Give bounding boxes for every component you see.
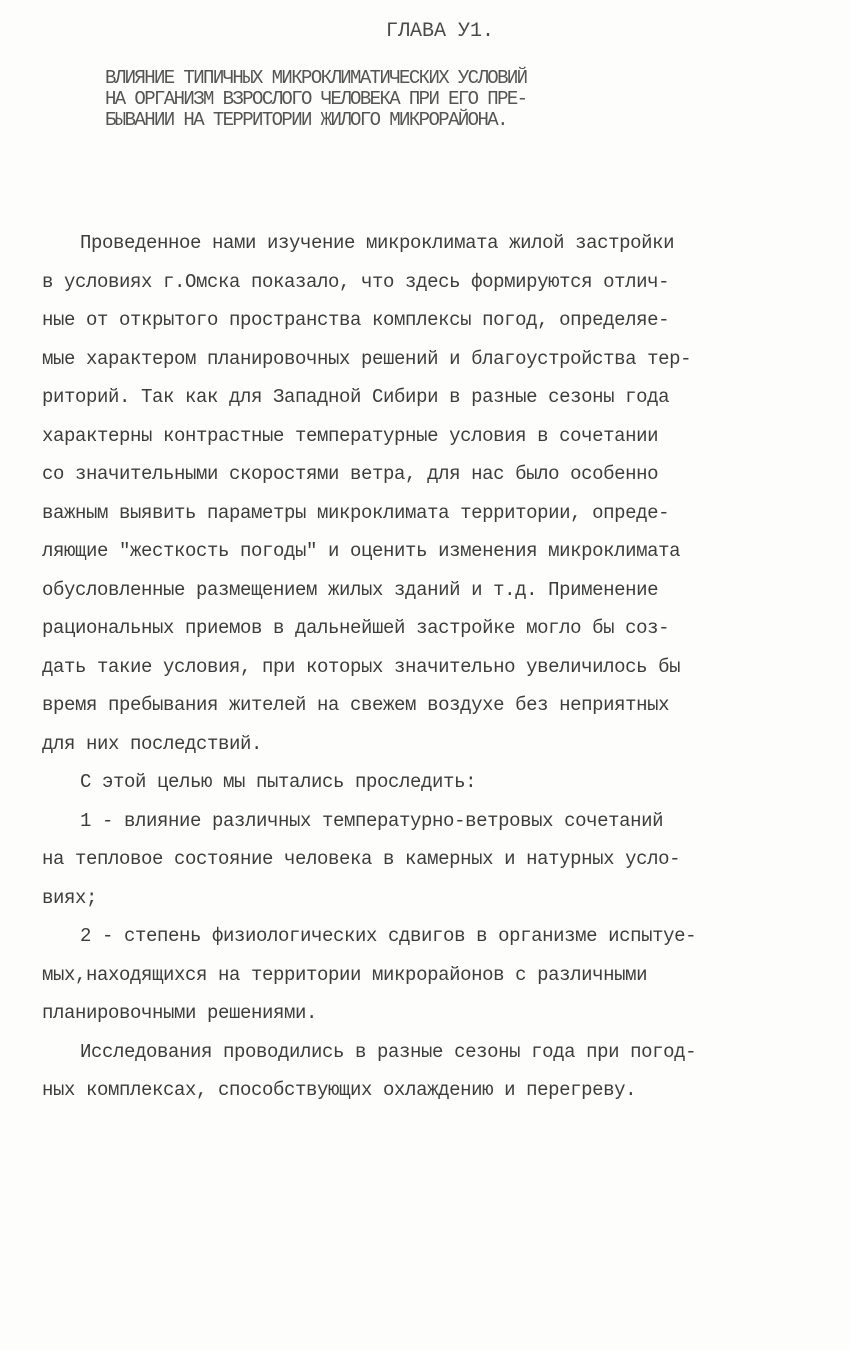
chapter-heading: [105, 68, 725, 131]
list-item-line: 1 - влияние различных температурно-ветровых сочетаний: [80, 809, 664, 832]
paragraph-line: в условиях г.Омска показало, что здесь формируются отлич-: [42, 270, 670, 293]
paragraph-line: дать такие условия, при которых значительно увеличилось бы: [42, 655, 681, 678]
paragraph-line: рациональных приемов в дальнейшей застройке могло бы соз-: [42, 617, 670, 639]
list-item-line: виях;: [42, 886, 98, 909]
heading-line: ВЛИЯНИЕ ТИПИЧНЫХ МИКРОКЛИМАТИЧЕСКИХ УСЛОВИЙ: [105, 67, 527, 89]
paragraph-line: Проведенное нами изучение микроклимата жилой застройки: [80, 232, 675, 254]
chapter-title: ГЛАВА У1.: [385, 20, 495, 43]
list-item-line: планировочными решениями.: [42, 1002, 318, 1024]
paragraph-line: ных комплексах, способствующих охлаждению и перегреву.: [42, 1079, 637, 1101]
paragraph-line: обусловленные размещением жилых зданий и т.д. Применение: [42, 578, 659, 601]
paragraph-line: ляющие "жесткость погоды" и оценить изменения микроклимата: [42, 540, 681, 562]
paragraph-line: мые характером планировочных решений и благоустройства тер-: [42, 347, 692, 370]
list-item-line: мых,находящихся на территории микрорайонов с различными: [42, 963, 648, 986]
paragraph-line: важным выявить параметры микроклимата территории, опреде-: [42, 501, 670, 524]
paragraph-line: со значительными скоростями ветра, для нас было особенно: [42, 463, 659, 485]
paragraph-line: время пребывания жителей на свежем воздухе без неприятных: [42, 694, 670, 716]
list-item-line: на тепловое состояние человека в камерных и натурных усло-: [42, 848, 681, 870]
paragraph-line: характерны контрастные температурные условия в сочетании: [42, 424, 659, 447]
list-item-line: 2 - степень физиологических сдвигов в организме испытуе-: [80, 925, 697, 947]
heading-line: НА ОРГАНИЗМ ВЗРОСЛОГО ЧЕЛОВЕКА ПРИ ЕГО ПРЕ-: [105, 88, 527, 110]
body-text: [42, 224, 822, 1110]
heading-line: БЫВАНИИ НА ТЕРРИТОРИИ ЖИЛОГО МИКРОРАЙОНА.: [105, 109, 507, 131]
paragraph-line: С этой целью мы пытались проследить:: [80, 771, 477, 793]
paragraph-line: для них последствий.: [42, 732, 263, 755]
paragraph-line: риторий. Так как для Западной Сибири в разные сезоны года: [42, 386, 670, 408]
paragraph-line: Исследования проводились в разные сезоны года при погод-: [80, 1040, 697, 1063]
paragraph-line: ные от открытого пространства комплексы погод, определяе-: [42, 309, 670, 331]
